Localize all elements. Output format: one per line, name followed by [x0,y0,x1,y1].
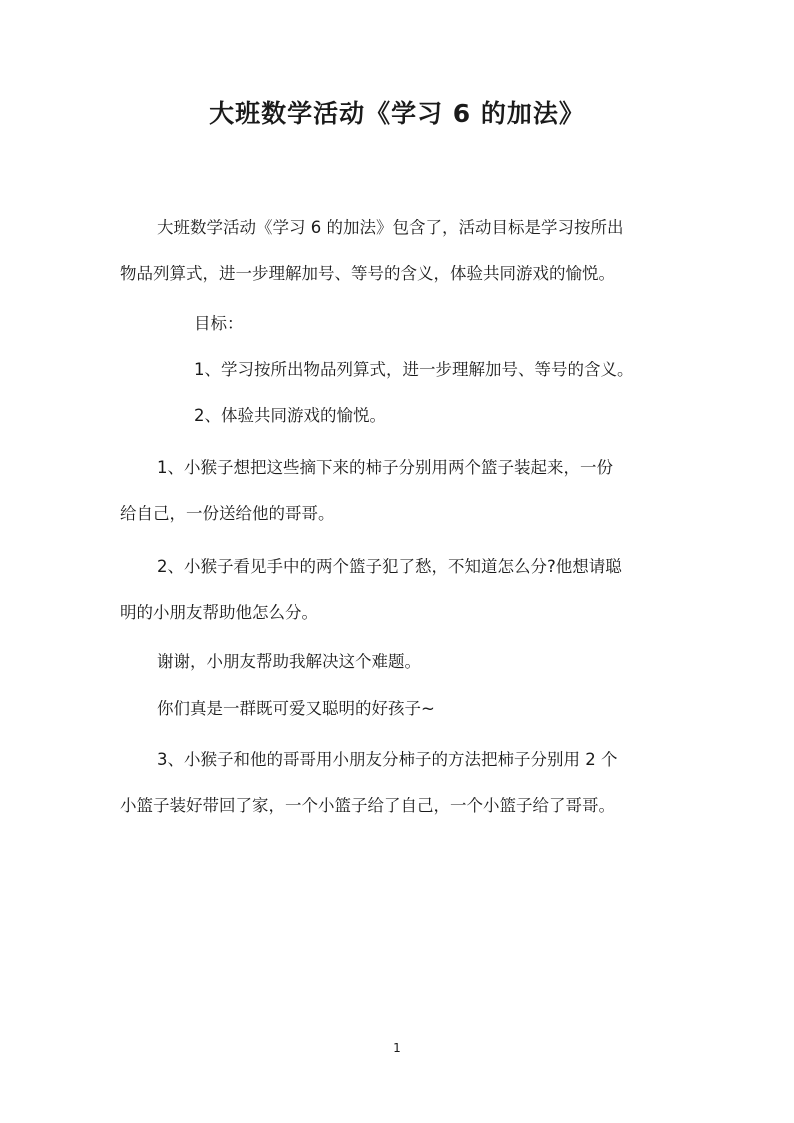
praise-line: 你们真是一群既可爱又聪明的好孩子~ [157,699,435,718]
step-3-paragraph [120,737,690,829]
page-number: 1 [393,1041,401,1055]
thanks-paragraph [120,639,690,685]
intro-line-1: 大班数学活动《学习 6 的加法》包含了，活动目标是学习按所出 [157,218,624,237]
step-2-paragraph [120,544,690,636]
step-1-line-1: 1、小猴子想把这些摘下来的柿子分别用两个篮子装起来，一份 [157,458,613,477]
step-2-line-2: 明的小朋友帮助他怎么分。 [120,603,318,622]
goals-heading: 目标： [194,314,244,333]
step-1-paragraph [120,445,690,537]
intro-paragraph [120,205,690,297]
goals-heading-block [120,301,690,347]
step-1-line-2: 给自己，一份送给他的哥哥。 [120,504,335,523]
goal-item: 2、体验共同游戏的愉悦。 [194,406,386,425]
step-3-line-2: 小篮子装好带回了家，一个小篮子给了自己，一个小篮子给了哥哥。 [120,796,615,815]
step-3-line-1: 3、小猴子和他的哥哥用小朋友分柿子的方法把柿子分别用 2 个 [157,750,618,769]
step-2-line-1: 2、小猴子看见手中的两个篮子犯了愁，不知道怎么分?他想请聪 [157,557,622,576]
intro-line-2: 物品列算式，进一步理解加号、等号的含义，体验共同游戏的愉悦。 [120,264,615,283]
page-title: 大班数学活动《学习 6 的加法》 [209,99,585,128]
goal-item: 1、学习按所出物品列算式，进一步理解加号、等号的含义。 [194,360,634,379]
goals-list [120,347,690,439]
praise-paragraph [120,686,690,732]
thanks-line: 谢谢，小朋友帮助我解决这个难题。 [157,652,421,671]
